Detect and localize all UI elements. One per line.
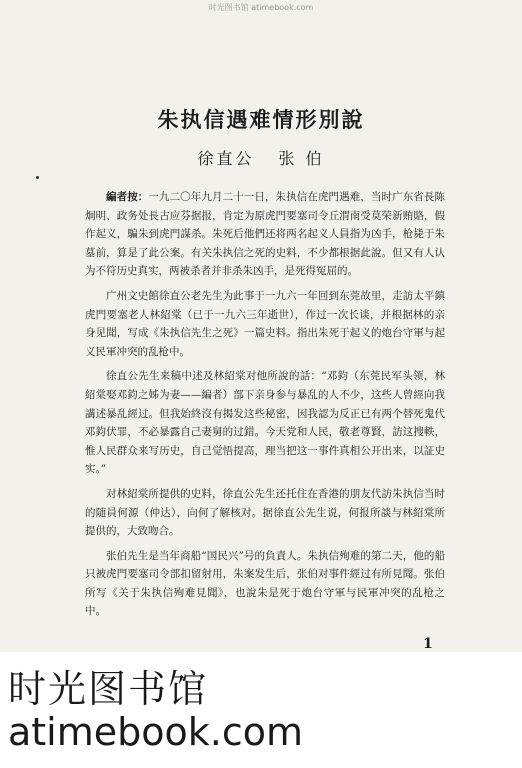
- editor-note-label: 編者按：: [106, 191, 149, 203]
- paragraph: 对林紹棠所提供的史料，徐直公先生还托住在香港的朋友代訪朱执信当时的随員何源（仲达），向何了解核对。据徐直公先生说，何报所談与林紹棠所提供的，大致吻合。: [85, 487, 445, 538]
- paragraph: 徐直公先生来稿中述及林紹棠对他所說的話：“邓鈞（东莞民军头领，林紹棠娶邓鈞之姊为妻——編者）部下亲身参与暴乱的人不少，这些人曾經向我講述暴乱經过。但我始終沒有揭发这些秘密，因我認为反正已有两个替死鬼代邓鈞伏罪，不必暴露自己妻舅的过錯。今天党和人民，敬老尊賢，訪这搜軼，惟人民群众来写历史，自己觉悟提高，理当把这一事件真相公开出来，以証史实。”: [85, 370, 445, 476]
- page-title: 朱执信遇难情形別說: [157, 107, 365, 132]
- top-watermark: 时光图书馆 atimebook.com: [208, 3, 314, 12]
- page-number: 1: [423, 636, 433, 652]
- paragraph: [85, 188, 445, 281]
- authors: [0, 146, 522, 169]
- margin-dot: [36, 176, 39, 179]
- paragraph-text: 一九二〇年九月二十一日，朱执信在虎門遇难，当时广东省長陈炯明、政务处長古应芬据报，肯定为原虎門要塞司令丘渭南受莫荣新贿賂，假作起义，騙朱到虎門謀杀。朱死后他們还将两名起义人員指为凶手，枪毙于朱墓前，算是了此公案。有关朱执信之死的史料，不少都根据此說。但又有人认为不符历史真实，两被杀者并非杀朱凶手，是死得冤屈的。: [85, 191, 446, 278]
- watermark-url: atimebook.com: [8, 710, 304, 754]
- watermark-site-name: 时光图书馆: [8, 667, 209, 711]
- bottom-watermark: [0, 652, 522, 768]
- article-body: [85, 188, 445, 627]
- author-name: 张 伯: [278, 149, 325, 168]
- paragraph: 张伯先生是当年商船“国民兴”号的負責人。朱执信殉难的第二天，他的船只被虎門要塞司令部扣留射用，朱案发生后，张伯对事件經过有所見聞。张伯所写《关于朱执信殉难見聞》，也說朱是死于炮台守軍与民軍冲突的乱枪之中。: [85, 549, 445, 618]
- paragraph: 广州文史館徐直公老先生为此事于一九六一年回到东莞故里，走訪太平鎮虎門要塞老人林紹棠（已于一九六三年逝世），作过一次长谈，并根据林的亲身见聞，写成《朱执信先生之死》一篇史料。指出朱死于起义的炮台守軍与起义民軍冲突的乱枪中。: [85, 289, 445, 358]
- author-name: 徐直公: [197, 149, 255, 168]
